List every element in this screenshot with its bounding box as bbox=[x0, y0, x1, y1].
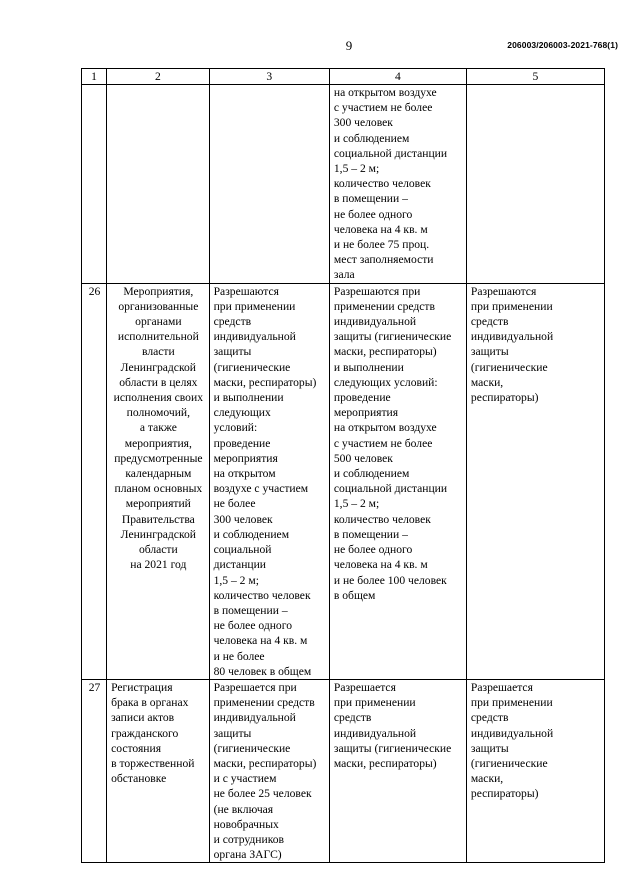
cell-text-line: социальной дистанции bbox=[333, 482, 448, 496]
cell-text-line: и соблюдением bbox=[213, 527, 290, 541]
cell-text-line: и соблюдением bbox=[333, 467, 410, 481]
cell-text-line: 500 человек bbox=[333, 451, 393, 465]
cell-text-line: (гигиенические bbox=[213, 741, 291, 755]
cell-text-line: исполнения своих bbox=[113, 391, 203, 405]
cell-text-line: органа ЗАГС) bbox=[213, 848, 282, 862]
regime-cell-col5 bbox=[466, 283, 604, 679]
cell-text-line: социальной дистанции bbox=[333, 146, 448, 160]
column-header: 1 bbox=[82, 69, 107, 85]
cell-text-line: Ленинградской bbox=[120, 527, 197, 541]
cell-text-line: и с участием bbox=[213, 772, 277, 786]
cell-text-line: и не более bbox=[213, 649, 265, 663]
cell-text-line: индивидуальной bbox=[470, 726, 554, 740]
cell-text-line: количество человек bbox=[333, 177, 431, 191]
cell-text-line: и не более 100 человек bbox=[333, 573, 447, 587]
cell-text-line: (гигиенические bbox=[470, 756, 548, 770]
cell-text-line: при применении bbox=[470, 299, 553, 313]
cell-text-line: в помещении – bbox=[333, 192, 408, 206]
cell-text-line: воздухе с участием bbox=[213, 482, 309, 496]
cell-text-line: (гигиенические bbox=[213, 360, 291, 374]
table-row bbox=[82, 283, 605, 679]
cell-text-line: гражданского bbox=[111, 726, 179, 740]
cell-text-line: на открытом воздухе bbox=[333, 421, 437, 435]
cell-text-line: при применении bbox=[470, 696, 553, 710]
cell-text-line: применении средств bbox=[333, 299, 435, 313]
cell-text-line: с участием не более bbox=[333, 101, 433, 115]
cell-text-line: новобрачных bbox=[213, 817, 279, 831]
cell-text-line: защиты bbox=[470, 345, 509, 359]
regime-cell-col4 bbox=[329, 283, 466, 679]
cell-text-line: а также bbox=[139, 421, 177, 435]
cell-text-line: мест заполняемости bbox=[333, 253, 434, 267]
cell-text-line: количество человек bbox=[333, 512, 431, 526]
cell-text-line: применении средств bbox=[213, 696, 315, 710]
cell-text-line: полномочий, bbox=[126, 406, 191, 420]
cell-text-line: 300 человек bbox=[333, 116, 393, 130]
cell-text-line: средств bbox=[333, 711, 372, 725]
cell-text-line: защиты (гигиенические bbox=[333, 330, 452, 344]
cell-text-line: индивидуальной bbox=[470, 330, 554, 344]
cell-text-line: 1,5 – 2 м; bbox=[213, 573, 259, 587]
cell-text-line: Регистрация bbox=[111, 680, 173, 694]
cell-text-line: не более одного bbox=[213, 619, 292, 633]
cell-text-line: Правительства bbox=[121, 512, 195, 526]
cell-text-line: календарным bbox=[125, 467, 192, 481]
cell-text-line: Мероприятия, bbox=[123, 284, 194, 298]
cell-text-line: на открытом воздухе bbox=[333, 86, 437, 99]
cell-text-line: маски, bbox=[470, 375, 504, 389]
cell-text-line: маски, респираторы) bbox=[333, 345, 437, 359]
cell-text-line: Разрешается при bbox=[213, 680, 297, 694]
cell-text-line: защиты bbox=[470, 741, 509, 755]
cell-text-line: защиты bbox=[213, 726, 252, 740]
cell-text-line: Разрешается bbox=[333, 680, 396, 694]
cell-text-line: мероприятия, bbox=[124, 436, 192, 450]
cell-text-line: респираторы) bbox=[470, 787, 539, 801]
cell-text-line: количество человек bbox=[213, 588, 311, 602]
cell-text-line: индивидуальной bbox=[213, 330, 296, 344]
cell-text-line: индивидуальной bbox=[333, 726, 417, 740]
cell-text-line: Разрешается bbox=[470, 680, 533, 694]
table-row bbox=[82, 85, 605, 284]
cell-text-line: брака в органах bbox=[111, 696, 189, 710]
cell-text-line: в торжественной bbox=[111, 756, 195, 770]
cell-text-line: области bbox=[138, 543, 178, 557]
cell-text-line: защиты (гигиенические bbox=[333, 741, 452, 755]
regime-cell-col5 bbox=[466, 679, 604, 862]
row-number bbox=[82, 85, 107, 284]
cell-text-line: и не более 75 проц. bbox=[333, 238, 430, 252]
page-number: 9 bbox=[345, 38, 353, 53]
cell-text-line: органами bbox=[135, 315, 182, 329]
regime-cell-col5 bbox=[466, 85, 604, 284]
cell-text-line: на открытом bbox=[213, 467, 276, 481]
cell-text-line: Ленинградской bbox=[120, 360, 197, 374]
regime-cell-col4 bbox=[329, 85, 466, 284]
cell-text-line: 1,5 – 2 м; bbox=[333, 162, 380, 176]
cell-text-line: в общем bbox=[333, 588, 376, 602]
cell-text-line: и выполнении bbox=[213, 391, 284, 405]
cell-text-line: не более bbox=[213, 497, 256, 511]
cell-text-line: записи актов bbox=[111, 711, 175, 725]
cell-text-line: следующих условий: bbox=[333, 375, 438, 389]
cell-text-line: Разрешаются bbox=[470, 284, 537, 298]
cell-text-line: в помещении – bbox=[213, 603, 288, 617]
cell-text-line: дистанции bbox=[213, 558, 267, 572]
cell-text-line: человека на 4 кв. м bbox=[333, 222, 428, 236]
cell-text-line: исполнительной bbox=[117, 330, 199, 344]
cell-text-line: власти bbox=[142, 345, 175, 359]
row-number: 26 bbox=[82, 283, 107, 679]
cell-text-line: зала bbox=[333, 268, 355, 282]
cell-text-line: средств bbox=[213, 315, 252, 329]
cell-text-line: не более 25 человек bbox=[213, 787, 312, 801]
regime-cell-col3 bbox=[209, 283, 329, 679]
cell-text-line: 1,5 – 2 м; bbox=[333, 497, 380, 511]
cell-text-line: Разрешаются bbox=[213, 284, 279, 298]
column-header: 2 bbox=[107, 69, 210, 85]
regulation-table bbox=[81, 68, 605, 863]
cell-text-line: средств bbox=[470, 315, 509, 329]
cell-text-line: маски, респираторы) bbox=[213, 375, 317, 389]
cell-text-line: защиты bbox=[213, 345, 252, 359]
cell-text-line: при применении bbox=[333, 696, 416, 710]
cell-text-line: следующих bbox=[213, 406, 271, 420]
cell-text-line: индивидуальной bbox=[333, 315, 417, 329]
regime-cell-col3 bbox=[209, 679, 329, 862]
cell-text-line: маски, респираторы) bbox=[213, 756, 317, 770]
cell-text-line: не более одного bbox=[333, 543, 413, 557]
cell-text-line: организованные bbox=[118, 299, 199, 313]
cell-text-line: с участием не более bbox=[333, 436, 433, 450]
cell-text-line: в помещении – bbox=[333, 527, 408, 541]
cell-text-line: средств bbox=[470, 711, 509, 725]
cell-text-line: при применении bbox=[213, 299, 296, 313]
cell-text-line: проведение bbox=[213, 436, 271, 450]
cell-text-line: мероприятия bbox=[333, 406, 399, 420]
cell-text-line: 300 человек bbox=[213, 512, 273, 526]
cell-text-line: респираторы) bbox=[470, 391, 539, 405]
cell-text-line: условий: bbox=[213, 421, 258, 435]
cell-text-line: человека на 4 кв. м bbox=[333, 558, 428, 572]
cell-text-line: мероприятия bbox=[213, 451, 278, 465]
table-header-row bbox=[82, 69, 605, 85]
measure-name-cell bbox=[107, 679, 210, 862]
cell-text-line: индивидуальной bbox=[213, 711, 296, 725]
cell-text-line: и выполнении bbox=[333, 360, 404, 374]
cell-text-line: не более одного bbox=[333, 207, 413, 221]
cell-text-line: Разрешаются при bbox=[333, 284, 421, 298]
cell-text-line: предусмотренные bbox=[114, 451, 203, 465]
cell-text-line: планом основных bbox=[114, 482, 203, 496]
cell-text-line: проведение bbox=[333, 391, 391, 405]
cell-text-line: обстановке bbox=[111, 772, 167, 786]
column-header: 4 bbox=[329, 69, 466, 85]
regime-cell-col4 bbox=[329, 679, 466, 862]
cell-text-line: на 2021 год bbox=[130, 558, 187, 572]
cell-text-line: социальной bbox=[213, 543, 272, 557]
document-id: 206003/206003-2021-768(1) bbox=[507, 40, 618, 50]
cell-text-line: 80 человек в общем bbox=[213, 664, 312, 678]
column-header: 3 bbox=[209, 69, 329, 85]
column-header: 5 bbox=[466, 69, 604, 85]
cell-text-line: (гигиенические bbox=[470, 360, 548, 374]
cell-text-line: области в целях bbox=[119, 375, 198, 389]
cell-text-line: и сотрудников bbox=[213, 832, 285, 846]
table-row bbox=[82, 679, 605, 862]
cell-text-line: состояния bbox=[111, 741, 162, 755]
measure-name-cell bbox=[107, 283, 210, 679]
cell-text-line: (не включая bbox=[213, 802, 274, 816]
cell-text-line: человека на 4 кв. м bbox=[213, 634, 308, 648]
cell-text-line: маски, респираторы) bbox=[333, 756, 437, 770]
cell-text-line: маски, bbox=[470, 772, 504, 786]
cell-text-line: и соблюдением bbox=[333, 131, 410, 145]
cell-text-line: мероприятий bbox=[125, 497, 191, 511]
row-number: 27 bbox=[82, 679, 107, 862]
regime-cell-col3 bbox=[209, 85, 329, 284]
measure-name-cell bbox=[107, 85, 210, 284]
